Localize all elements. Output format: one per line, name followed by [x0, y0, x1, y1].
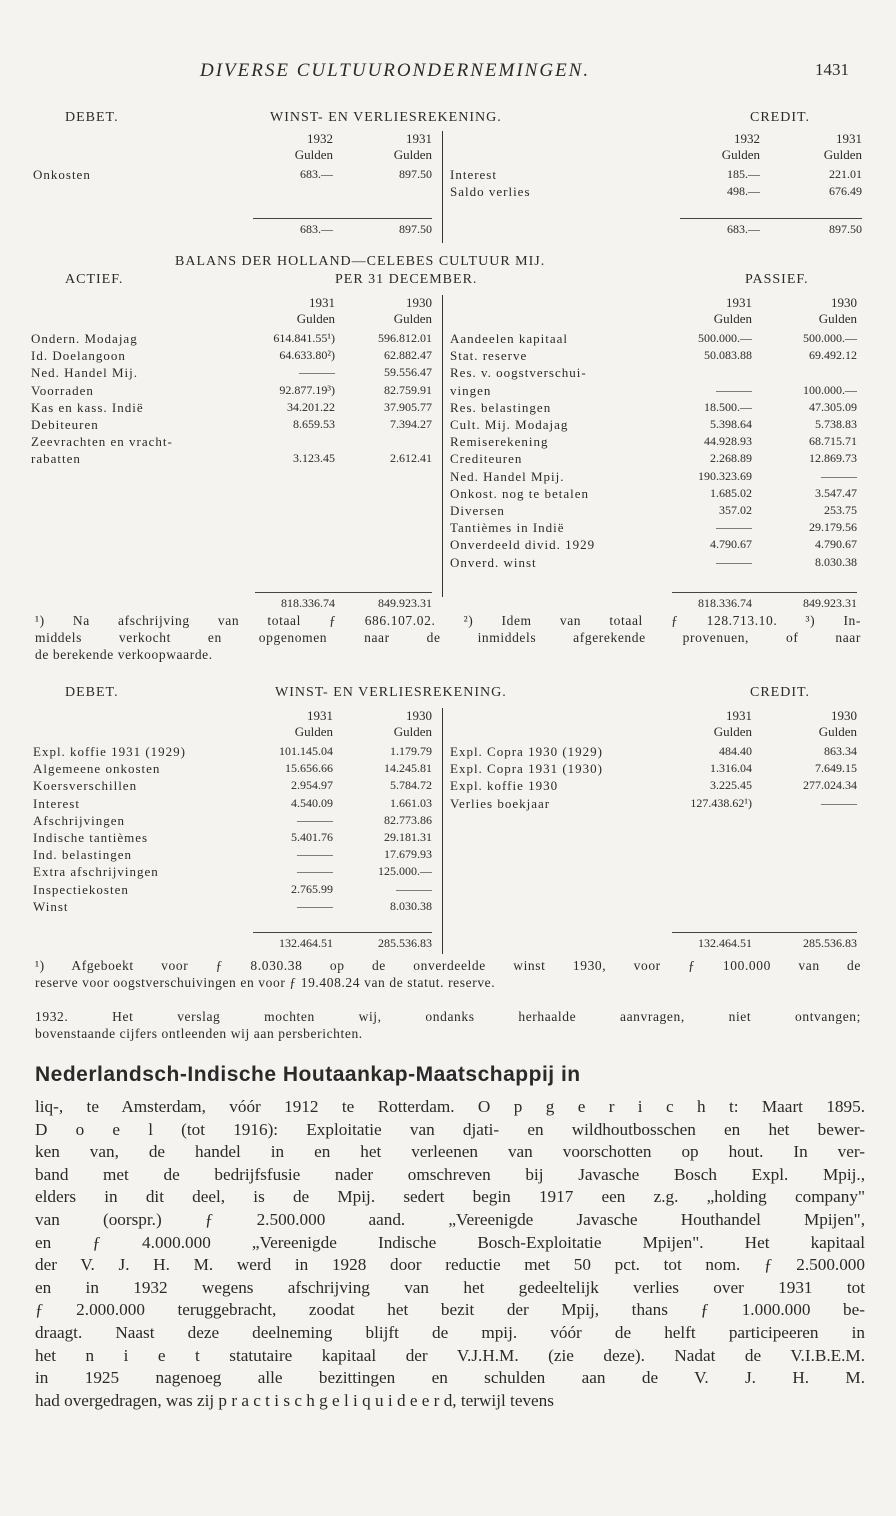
- debit-value: 1.179.79: [390, 744, 432, 758]
- debit-value: 5.401.76: [291, 830, 333, 844]
- footnote-line: ¹) Na afschrijving van totaal ƒ 686.107.02. ²) Idem van totaal ƒ 128.713.10. ³) In-: [35, 613, 861, 628]
- debit-label: Winst: [33, 898, 69, 914]
- debit-label: Indische tantièmes: [33, 830, 149, 845]
- debit-value: 37.905.77: [384, 399, 432, 414]
- debit-value: 8.659.53: [293, 417, 335, 431]
- paragraph-line: elders in dit deel, is de Mpij. sedert begin 1917 een z.g. „holding company": [35, 1187, 865, 1207]
- credit-value: ———: [821, 468, 857, 483]
- wv-title: WINST- EN VERLIESREKENING.: [270, 110, 502, 125]
- paragraph-line: D o e l (tot 1916): Exploitatie van djati- en wildhoutbosschen en het bewer-: [35, 1119, 865, 1139]
- paragraph-line: ƒ 2.000.000 teruggebracht, zoodat het bezit der Mpij, thans ƒ 1.000.000 be-: [35, 1300, 865, 1320]
- debit-value: 82.759.91: [384, 382, 432, 397]
- paragraph-line: van (oorspr.) ƒ 2.500.000 aand. „Vereenigde Javasche Houthandel Mpijen",: [35, 1209, 865, 1229]
- credit-value: 3.225.45: [710, 778, 752, 793]
- credit-label: Expl. Copra 1931 (1930): [450, 761, 603, 777]
- credit-value: 100.000.—: [803, 382, 857, 397]
- debit-value: ———: [297, 864, 333, 879]
- column-divider: [442, 708, 443, 954]
- credit-value: 676.49: [829, 184, 862, 198]
- debit-value: 2.954.97: [291, 778, 333, 793]
- year-header: 1930: [406, 295, 432, 310]
- year-header: 1930: [831, 708, 857, 723]
- debet-heading: DEBET.: [65, 685, 119, 700]
- paragraph-line: liq-, te Amsterdam, vóór 1912 te Rotterdam. O p g e r i c h t: Maart 1895.: [35, 1097, 865, 1116]
- footnote-line: ¹) Afgeboekt voor ƒ 8.030.38 op de onverdeelde winst 1930, voor ƒ 100.000 van de: [35, 958, 861, 973]
- wv-title: WINST- EN VERLIESREKENING.: [275, 685, 507, 700]
- credit-value: 3.547.47: [815, 485, 857, 500]
- credit-value: ———: [716, 382, 752, 397]
- debit-label: Ind. belastingen: [33, 847, 133, 863]
- credit-value: 18.500.—: [704, 399, 752, 414]
- debit-label: Koersverschillen: [33, 778, 138, 794]
- credit-value: 221.01: [829, 167, 862, 181]
- credit-value: 863.34: [824, 744, 857, 758]
- company-description: [35, 1096, 865, 1412]
- debit-value: 614.841.55¹): [273, 331, 335, 345]
- credit-label: Onverdeeld divid. 1929: [450, 537, 596, 553]
- debit-value: 29.181.31: [384, 830, 432, 844]
- credit-label: Saldo verlies: [450, 184, 531, 199]
- debit-label: Afschrijvingen: [33, 812, 125, 828]
- credit-label: Crediteuren: [450, 451, 523, 467]
- debit-label: Id. Doelangoon: [31, 348, 126, 364]
- balans-subtitle: PER 31 DECEMBER.: [335, 272, 478, 287]
- debit-value: 3.123.45: [293, 451, 335, 466]
- debet-heading: DEBET.: [65, 110, 119, 125]
- credit-value: 1.685.02: [710, 485, 752, 500]
- unit-header: Gulden: [713, 724, 752, 739]
- year-header: 1930: [831, 295, 857, 310]
- total-value: 849.923.31: [378, 596, 432, 610]
- debit-value: 59.556.47: [384, 365, 432, 380]
- footnote-line: bovenstaande cijfers ontleenden wij aan persberichten.: [35, 1026, 363, 1041]
- debit-value: ———: [297, 847, 333, 862]
- debit-label: Zeevrachten en vracht-: [31, 434, 173, 450]
- debit-value: 2.612.41: [390, 451, 432, 466]
- credit-value: 8.030.38: [815, 554, 857, 569]
- debit-value: ———: [396, 881, 432, 896]
- total-value: 683.—: [300, 222, 333, 236]
- credit-label: Stat. reserve: [450, 348, 528, 364]
- debit-value: 101.145.04: [279, 744, 333, 758]
- credit-label: Onverd. winst: [450, 554, 537, 570]
- debit-value: 8.030.38: [390, 898, 432, 913]
- year-header: 1932: [734, 131, 760, 146]
- credit-value: 253.75: [824, 503, 857, 517]
- credit-value: 498.—: [727, 184, 760, 198]
- year-header: 1931: [836, 131, 862, 146]
- credit-label: Res. v. oogstverschui-: [450, 365, 587, 381]
- credit-value: 500.000.—: [803, 331, 857, 345]
- unit-header: Gulden: [823, 147, 862, 162]
- total-value: 849.923.31: [803, 596, 857, 610]
- debit-label: Interest: [33, 795, 80, 811]
- total-value: 132.464.51: [698, 936, 752, 950]
- year-header: 1931: [309, 295, 335, 310]
- credit-value: 357.02: [719, 503, 752, 517]
- year-header: 1930: [406, 708, 432, 723]
- credit-value: 44.928.93: [704, 434, 752, 449]
- credit-value: 2.268.89: [710, 451, 752, 466]
- paragraph-line: en ƒ 4.000.000 „Vereenigde Indische Bosch-Exploitatie Mpijen". Het kapitaal: [35, 1232, 865, 1252]
- year-header: 1932: [307, 131, 333, 146]
- paragraph-line: band met de bedrijfsfusie nader omschreven bij Javasche Bosch Expl. Mpij.,: [35, 1164, 865, 1184]
- debit-label: Debiteuren: [31, 417, 99, 432]
- debit-value: 15.656.66: [285, 761, 333, 776]
- credit-label: Verlies boekjaar: [450, 795, 551, 811]
- paragraph-line: draagt. Naast deze deelneming blijft de mpij. vóór de helft participeeren in: [35, 1322, 865, 1342]
- debit-value: 125.000.—: [378, 864, 432, 879]
- debit-label: Kas en kass. Indië: [31, 399, 144, 415]
- unit-header: Gulden: [818, 311, 857, 326]
- unit-header: Gulden: [721, 147, 760, 162]
- credit-label: Expl. koffie 1930: [450, 778, 559, 794]
- debit-label: Algemeene onkosten: [33, 761, 161, 777]
- total-rule: [672, 932, 857, 933]
- credit-value: ———: [821, 795, 857, 810]
- debit-label: Ned. Handel Mij.: [31, 365, 138, 381]
- credit-value: 4.790.67: [710, 537, 752, 552]
- debit-value: ———: [297, 812, 333, 827]
- credit-label: vingen: [450, 382, 492, 398]
- debit-value: 64.633.80²): [279, 348, 335, 363]
- debit-label: Voorraden: [31, 382, 94, 398]
- credit-value: 1.316.04: [710, 761, 752, 776]
- debit-label: Expl. koffie 1931 (1929): [33, 744, 187, 759]
- credit-value: 50.083.88: [704, 348, 752, 363]
- debit-value: 4.540.09: [291, 795, 333, 810]
- total-value: 818.336.74: [698, 596, 752, 610]
- unit-header: Gulden: [393, 724, 432, 739]
- credit-heading: CREDIT.: [750, 110, 811, 125]
- year-header: 1931: [307, 708, 333, 723]
- debit-label: Extra afschrijvingen: [33, 864, 159, 880]
- debit-label: rabatten: [31, 451, 81, 467]
- paragraph-line: en in 1932 wegens afschrijving van het gedeeltelijk verlies over 1931 tot: [35, 1277, 865, 1297]
- credit-value: ———: [716, 520, 752, 535]
- debit-value: 82.773.86: [384, 812, 432, 827]
- footnote-line: reserve voor oogstverschuivingen en voor ƒ 19.408.24 van de statut. reserve.: [35, 975, 496, 990]
- credit-value: 484.40: [719, 744, 752, 758]
- debit-value: 92.877.19³): [279, 382, 335, 397]
- debit-label: Ondern. Modajag: [31, 331, 138, 346]
- credit-value: 185.—: [727, 167, 760, 181]
- footnote-line: middels verkocht en opgenomen naar de inmiddels afgerekende provenuen, of naar: [35, 630, 861, 645]
- paragraph-line: in 1925 nagenoeg alle bezittingen en schulden aan de V. J. H. M.: [35, 1368, 865, 1388]
- credit-label: Interest: [450, 167, 497, 182]
- total-value: 818.336.74: [281, 596, 335, 610]
- credit-value: 127.438.62¹): [690, 795, 752, 810]
- passief-heading: PASSIEF.: [745, 272, 809, 287]
- total-value: 897.50: [399, 222, 432, 236]
- credit-label: Res. belastingen: [450, 399, 552, 415]
- total-value: 285.536.83: [803, 936, 857, 950]
- paragraph-line: der V. J. H. M. werd in 1928 door reductie met 50 pct. tot nom. ƒ 2.500.000: [35, 1255, 865, 1275]
- paragraph-line: ken van, de handel in en het verleenen van voorschotten op hout. In ver-: [35, 1142, 865, 1162]
- company-heading: Nederlandsch-Indische Houtaankap-Maatschappij in: [35, 1063, 581, 1086]
- credit-value: 68.715.71: [809, 434, 857, 449]
- debit-value: 596.812.01: [378, 331, 432, 345]
- credit-value: 69.492.12: [809, 348, 857, 363]
- running-head: DIVERSE CULTUURONDERNEMINGEN.: [200, 60, 591, 81]
- credit-label: Expl. Copra 1930 (1929): [450, 744, 603, 759]
- credit-value: 12.869.73: [809, 451, 857, 466]
- year-header: 1931: [726, 708, 752, 723]
- credit-value: 277.024.34: [803, 778, 857, 793]
- credit-value: 29.179.56: [809, 520, 857, 535]
- credit-label: Tantièmes in Indië: [450, 520, 565, 536]
- credit-value: 5.738.83: [815, 417, 857, 431]
- unit-header: Gulden: [818, 724, 857, 739]
- debit-value: 14.245.81: [384, 761, 432, 776]
- credit-label: Cult. Mij. Modajag: [450, 417, 569, 432]
- debit-value: 897.50: [399, 167, 432, 181]
- debit-value: 17.679.93: [384, 847, 432, 862]
- unit-header: Gulden: [296, 311, 335, 326]
- debit-value: 5.784.72: [390, 778, 432, 793]
- debit-value: 62.882.47: [384, 348, 432, 363]
- credit-value: ———: [716, 554, 752, 569]
- credit-label: Diversen: [450, 503, 505, 518]
- page-number: 1431: [815, 60, 849, 79]
- total-value: 132.464.51: [279, 936, 333, 950]
- paragraph-line: het n i e t statutaire kapitaal der V.J.H.M. (zie deze). Nadat de V.I.B.E.M.: [35, 1345, 865, 1365]
- debit-value: 1.661.03: [390, 795, 432, 810]
- credit-value: 190.323.69: [698, 468, 752, 483]
- debit-label: Onkosten: [33, 167, 91, 182]
- credit-value: 500.000.—: [698, 331, 752, 345]
- credit-value: 5.398.64: [710, 417, 752, 431]
- credit-heading: CREDIT.: [750, 685, 811, 700]
- debit-value: ———: [299, 365, 335, 380]
- unit-header: Gulden: [294, 147, 333, 162]
- debit-value: 2.765.99: [291, 881, 333, 896]
- unit-header: Gulden: [713, 311, 752, 326]
- balans-title: BALANS DER HOLLAND—CELEBES CULTUUR MIJ.: [175, 254, 546, 269]
- total-value: 285.536.83: [378, 936, 432, 950]
- credit-label: Remiserekening: [450, 434, 549, 450]
- paragraph-line: had overgedragen, was zij p r a c t i s c h g e l i q u i d e e r d, terwijl tevens: [35, 1390, 554, 1410]
- debit-value: ———: [297, 898, 333, 913]
- unit-header: Gulden: [393, 147, 432, 162]
- year-header: 1931: [726, 295, 752, 310]
- credit-label: Aandeelen kapitaal: [450, 331, 568, 346]
- footnote-line: de berekende verkoopwaarde.: [35, 647, 213, 662]
- debit-label: Inspectiekosten: [33, 881, 129, 897]
- debit-value: 7.394.27: [390, 417, 432, 431]
- credit-value: 47.305.09: [809, 399, 857, 414]
- debit-value: 683.—: [300, 167, 333, 181]
- credit-value: 7.649.15: [815, 761, 857, 776]
- unit-header: Gulden: [393, 311, 432, 326]
- total-rule: [253, 932, 432, 933]
- actief-heading: ACTIEF.: [65, 272, 124, 287]
- credit-label: Ned. Handel Mpij.: [450, 468, 565, 484]
- credit-label: Onkost. nog te betalen: [450, 485, 589, 501]
- total-value: 683.—: [727, 222, 760, 236]
- year-header: 1931: [406, 131, 432, 146]
- footnote-line: 1932. Het verslag mochten wij, ondanks herhaalde aanvragen, niet ontvangen;: [35, 1009, 861, 1024]
- total-value: 897.50: [829, 222, 862, 236]
- unit-header: Gulden: [294, 724, 333, 739]
- credit-value: 4.790.67: [815, 537, 857, 552]
- debit-value: 34.201.22: [287, 399, 335, 414]
